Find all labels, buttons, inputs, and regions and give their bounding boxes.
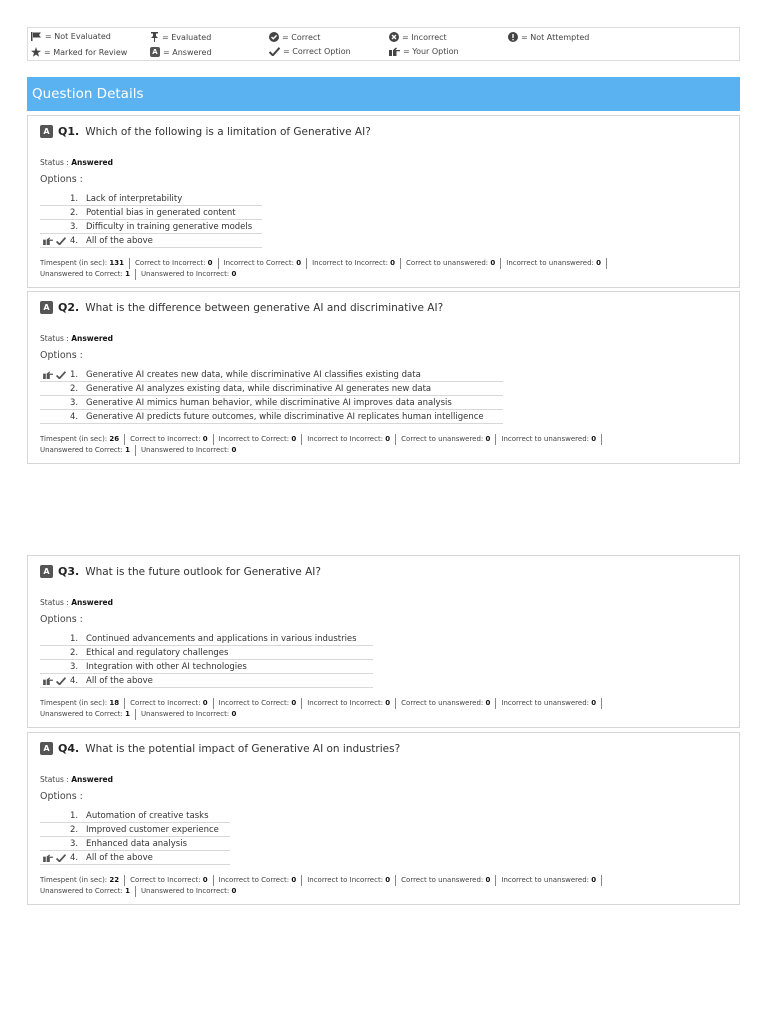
stat-i2u: Incorrect to unanswered: 0 <box>501 698 602 709</box>
stat-timespent: Timespent (in sec): 22 <box>40 875 125 886</box>
checkmark-icon <box>56 677 66 685</box>
question-number: Q1. <box>58 125 80 138</box>
checkmark-icon <box>56 854 66 862</box>
option-item <box>40 809 230 823</box>
option-number: 2. <box>70 208 79 218</box>
pointing-hand-icon <box>43 677 53 685</box>
question-heading <box>40 742 400 755</box>
option-text: Generative AI predicts future outcomes, while discriminative AI replicates human intelligence <box>86 412 484 422</box>
stat-i2c: Incorrect to Correct: 0 <box>224 258 308 269</box>
option-item <box>40 192 262 206</box>
question-heading <box>40 125 371 138</box>
question-text: What is the future outlook for Generative AI? <box>85 565 321 578</box>
option-item <box>40 368 503 382</box>
option-number: 2. <box>70 648 79 658</box>
option-number: 1. <box>70 194 79 204</box>
answered-icon: A <box>40 742 53 755</box>
question-status: Status : Answered <box>40 598 113 607</box>
option-number: 3. <box>70 398 79 408</box>
option-item <box>40 674 373 688</box>
stat-c2u: Correct to unanswered: 0 <box>401 698 496 709</box>
option-text: Improved customer experience <box>86 825 219 835</box>
option-text: Potential bias in generated content <box>86 208 236 218</box>
option-number: 3. <box>70 662 79 672</box>
question-number: Q2. <box>58 301 80 314</box>
legend-box <box>27 27 740 61</box>
stat-i2u: Incorrect to unanswered: 0 <box>506 258 607 269</box>
exclamation-circle-icon <box>508 32 518 42</box>
option-text: Automation of creative tasks <box>86 811 209 821</box>
option-number: 4. <box>70 853 79 863</box>
option-markers <box>43 677 66 685</box>
stat-i2u: Incorrect to unanswered: 0 <box>501 434 602 445</box>
stat-u2i: Unanswered to Incorrect: 0 <box>140 887 237 895</box>
option-markers <box>43 371 66 379</box>
pointing-hand-icon <box>43 237 53 245</box>
option-text: Enhanced data analysis <box>86 839 188 849</box>
stat-i2i: Incorrect to Incorrect: 0 <box>307 698 396 709</box>
question-details-header: Question Details <box>27 77 740 111</box>
x-circle-icon <box>389 32 399 42</box>
option-number: 2. <box>70 384 79 394</box>
stat-timespent: Timespent (in sec): 26 <box>40 434 125 445</box>
option-item <box>40 382 503 396</box>
question-status: Status : Answered <box>40 775 113 784</box>
question-status: Status : Answered <box>40 334 113 343</box>
check-circle-icon <box>269 32 279 42</box>
stat-i2i: Incorrect to Incorrect: 0 <box>307 434 396 445</box>
options-label: Options : <box>40 614 83 625</box>
stat-i2c: Incorrect to Correct: 0 <box>219 698 303 709</box>
option-number: 1. <box>70 634 79 644</box>
option-item <box>40 660 373 674</box>
stat-i2c: Incorrect to Correct: 0 <box>219 434 303 445</box>
option-item <box>40 206 262 220</box>
option-text: Continued advancements and applications in various industries <box>86 634 357 644</box>
options-label: Options : <box>40 174 83 185</box>
stat-u2i: Unanswered to Incorrect: 0 <box>140 270 237 278</box>
pin-icon <box>150 32 159 42</box>
option-text: Generative AI mimics human behavior, while discriminative AI improves data analysis <box>86 398 452 408</box>
stat-u2c: Unanswered to Correct: 1 <box>40 709 136 720</box>
option-text: All of the above <box>86 676 153 686</box>
stat-timespent: Timespent (in sec): 18 <box>40 698 125 709</box>
options-list <box>40 368 503 424</box>
legend-evaluated: = Evaluated <box>150 32 211 42</box>
legend-correct: = Correct <box>269 32 320 42</box>
star-icon <box>31 47 41 57</box>
option-item <box>40 396 503 410</box>
question-number: Q4. <box>58 742 80 755</box>
options-label: Options : <box>40 791 83 802</box>
question-text: What is the difference between generative AI and discriminative AI? <box>85 301 444 314</box>
legend-answered: A = Answered <box>150 47 212 57</box>
stat-u2c: Unanswered to Correct: 1 <box>40 886 136 897</box>
stat-c2i: Correct to Incorrect: 0 <box>135 258 219 269</box>
pointing-hand-icon <box>43 371 53 379</box>
options-list <box>40 809 230 865</box>
option-number: 1. <box>70 370 79 380</box>
question-stats <box>40 875 607 897</box>
option-item <box>40 410 503 424</box>
legend-correct-option: = Correct Option <box>269 47 351 56</box>
option-markers <box>43 854 66 862</box>
question-text: Which of the following is a limitation of Generative AI? <box>85 125 371 138</box>
flag-icon <box>31 32 42 41</box>
answered-icon: A <box>40 565 53 578</box>
question-panel <box>27 555 740 728</box>
options-label: Options : <box>40 350 83 361</box>
checkmark-icon <box>269 47 280 56</box>
option-item <box>40 234 262 248</box>
stat-u2i: Unanswered to Incorrect: 0 <box>140 446 237 454</box>
option-item <box>40 646 373 660</box>
option-text: Integration with other AI technologies <box>86 662 247 672</box>
option-number: 1. <box>70 811 79 821</box>
option-text: Lack of interpretability <box>86 194 183 204</box>
option-item <box>40 823 230 837</box>
question-number: Q3. <box>58 565 80 578</box>
question-panel <box>27 115 740 288</box>
option-number: 2. <box>70 825 79 835</box>
stat-c2u: Correct to unanswered: 0 <box>406 258 501 269</box>
stat-i2i: Incorrect to Incorrect: 0 <box>312 258 401 269</box>
legend-not-attempted: = Not Attempted <box>508 32 589 42</box>
stat-c2i: Correct to Incorrect: 0 <box>130 875 214 886</box>
stat-u2c: Unanswered to Correct: 1 <box>40 445 136 456</box>
stat-timespent: Timespent (in sec): 131 <box>40 258 130 269</box>
answered-icon: A <box>150 47 160 57</box>
options-list <box>40 192 262 248</box>
options-list <box>40 632 373 688</box>
answered-icon: A <box>40 301 53 314</box>
option-markers <box>43 237 66 245</box>
legend-not-evaluated: = Not Evaluated <box>31 32 111 41</box>
legend-incorrect: = Incorrect <box>389 32 447 42</box>
pointing-hand-icon <box>43 854 53 862</box>
option-text: All of the above <box>86 236 153 246</box>
question-text: What is the potential impact of Generative AI on industries? <box>85 742 401 755</box>
legend-marked-for-review: = Marked for Review <box>31 47 127 57</box>
answered-icon: A <box>40 125 53 138</box>
stat-c2i: Correct to Incorrect: 0 <box>130 434 214 445</box>
stat-i2c: Incorrect to Correct: 0 <box>219 875 303 886</box>
question-stats <box>40 258 612 280</box>
option-number: 4. <box>70 412 79 422</box>
question-heading <box>40 565 321 578</box>
option-number: 4. <box>70 676 79 686</box>
option-number: 3. <box>70 222 79 232</box>
checkmark-icon <box>56 371 66 379</box>
option-number: 3. <box>70 839 79 849</box>
question-status: Status : Answered <box>40 158 113 167</box>
option-item <box>40 851 230 865</box>
option-text: All of the above <box>86 853 153 863</box>
checkmark-icon <box>56 237 66 245</box>
pointing-hand-icon <box>389 47 400 56</box>
option-text: Generative AI analyzes existing data, while discriminative AI generates new data <box>86 384 432 394</box>
option-item <box>40 220 262 234</box>
stat-c2u: Correct to unanswered: 0 <box>401 434 496 445</box>
option-number: 4. <box>70 236 79 246</box>
question-heading <box>40 301 443 314</box>
option-text: Difficulty in training generative models <box>86 222 253 232</box>
option-item <box>40 837 230 851</box>
stat-c2i: Correct to Incorrect: 0 <box>130 698 214 709</box>
question-stats <box>40 434 607 456</box>
option-text: Ethical and regulatory challenges <box>86 648 229 658</box>
stat-u2i: Unanswered to Incorrect: 0 <box>140 710 237 718</box>
option-text: Generative AI creates new data, while discriminative AI classifies existing data <box>86 370 421 380</box>
legend-your-option: = Your Option <box>389 47 459 56</box>
stat-i2i: Incorrect to Incorrect: 0 <box>307 875 396 886</box>
stat-u2c: Unanswered to Correct: 1 <box>40 269 136 280</box>
option-item <box>40 632 373 646</box>
question-panel <box>27 732 740 905</box>
stat-i2u: Incorrect to unanswered: 0 <box>501 875 602 886</box>
question-stats <box>40 698 607 720</box>
stat-c2u: Correct to unanswered: 0 <box>401 875 496 886</box>
question-panel <box>27 291 740 464</box>
